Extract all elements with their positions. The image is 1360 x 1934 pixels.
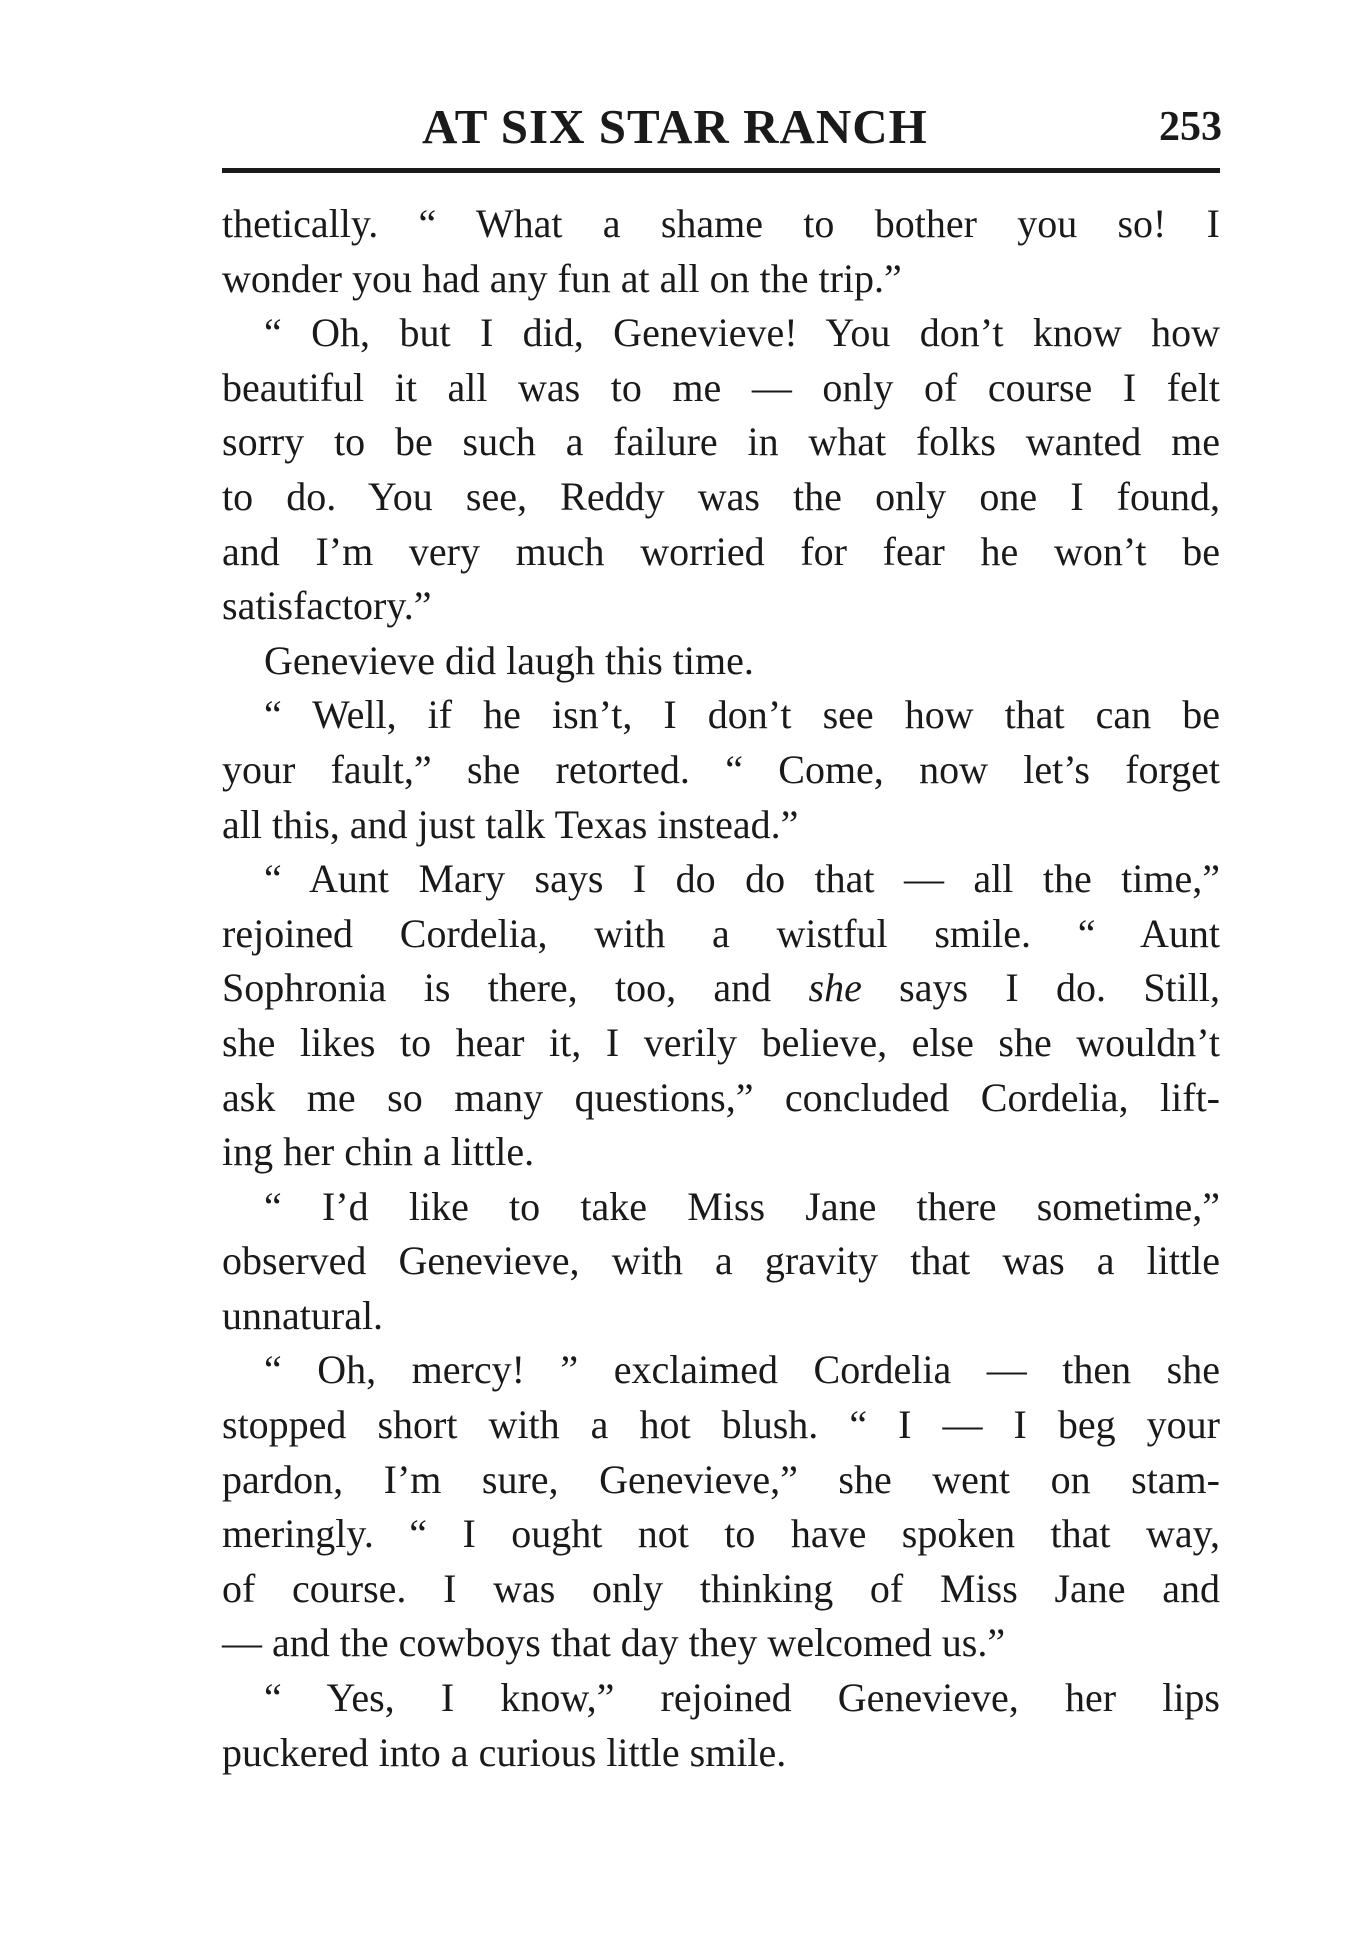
page-number: 253 [1159,104,1222,150]
line-text: of course. I was only thinking of Miss Jane and [222,1565,1220,1611]
line-text: “ Well, if he isn’t, I don’t see how that can be [264,692,1220,738]
text-line [222,1071,1220,1126]
line-text: observed Genevieve, with a gravity that was a little [222,1238,1220,1284]
text-line [222,961,1220,1016]
line-text: beautiful it all was to me — only of course I felt [222,364,1220,410]
text-line [222,252,1220,307]
line-text: Sophronia is there, too, and [222,965,809,1011]
line-text: “ Yes, I know,” rejoined Genevieve, her lips [264,1675,1220,1721]
running-head [222,92,1222,162]
text-line [222,1616,1220,1671]
text-line [222,688,1220,743]
line-text: satisfactory.” [222,583,432,629]
text-line [222,1726,1220,1781]
header-rule [222,168,1220,173]
line-text: your fault,” she retorted. “ Come, now let’s forget [222,746,1220,792]
line-text: “ Oh, mercy! ” exclaimed Cordelia — then she [264,1347,1220,1393]
line-text: puckered into a curious little smile. [222,1729,787,1775]
text-line [222,798,1220,853]
text-line [222,907,1220,962]
text-line [222,579,1220,634]
body-text [222,197,1220,1780]
line-text: stopped short with a hot blush. “ I — I beg your [222,1402,1220,1448]
line-text: pardon, I’m sure, Genevieve,” she went on stam- [222,1456,1220,1502]
text-line [222,1398,1220,1453]
line-text: — and the cowboys that day they welcomed us.” [222,1620,1006,1666]
text-line [222,852,1220,907]
line-text: rejoined Cordelia, with a wistful smile. “ Aunt [222,910,1220,956]
line-text: ing her chin a little. [222,1129,535,1175]
line-text: Genevieve did laugh this time. [264,637,754,683]
line-text: unnatural. [222,1292,384,1338]
text-line [222,1125,1220,1180]
line-text: and I’m very much worried for fear he won’t be [222,528,1220,574]
text-line [222,634,1220,689]
line-text: thetically. “ What a shame to bother you so! I [222,201,1220,246]
line-text: she likes to hear it, I verily believe, else she wouldn’t [222,1019,1220,1065]
text-line [222,525,1220,580]
line-text: “ I’d like to take Miss Jane there sometime,” [264,1183,1220,1229]
text-line [222,1671,1220,1726]
line-text: wonder you had any fun at all on the trip.” [222,255,902,301]
running-title: AT SIX STAR RANCH [422,99,928,154]
text-line [222,1234,1220,1289]
text-line [222,470,1220,525]
text-line [222,415,1220,470]
text-line [222,1562,1220,1617]
line-text: “ Oh, but I did, Genevieve! You don’t know how [264,310,1220,356]
text-line [222,743,1220,798]
line-text-after: says I do. Still, [861,965,1221,1011]
text-line [222,1453,1220,1508]
line-text: sorry to be such a failure in what folks wanted me [222,419,1220,465]
text-line [222,197,1220,252]
text-line [222,306,1220,361]
text-line [222,1016,1220,1071]
text-line [222,1180,1220,1235]
italic-text: she [808,965,862,1011]
line-text: meringly. “ I ought not to have spoken that way, [222,1511,1220,1557]
text-line [222,1289,1220,1344]
line-text: to do. You see, Reddy was the only one I found, [222,473,1220,519]
text-line [222,361,1220,416]
text-line [222,1507,1220,1562]
line-text: ask me so many questions,” concluded Cordelia, lift- [222,1074,1220,1120]
line-text: all this, and just talk Texas instead.” [222,801,799,847]
line-text: “ Aunt Mary says I do do that — all the time,” [264,856,1220,902]
text-line [222,1343,1220,1398]
